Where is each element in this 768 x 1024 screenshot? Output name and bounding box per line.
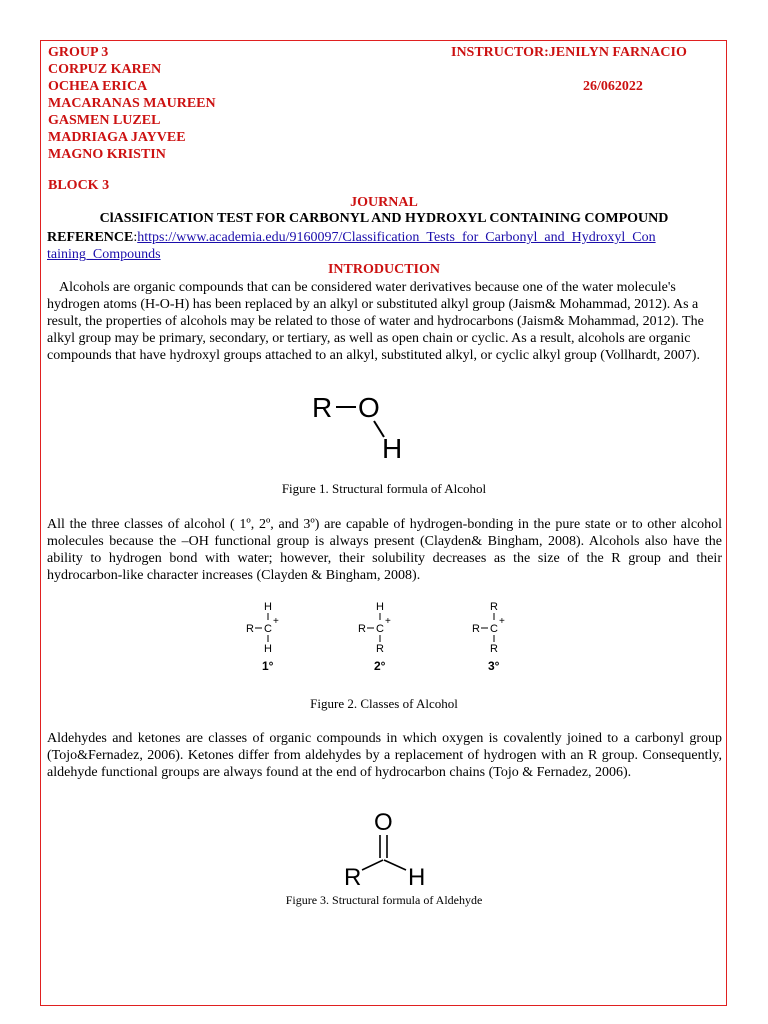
class-label: 3° [488,659,500,673]
group-label: GROUP 3 [48,45,109,60]
charge-sign: + [385,616,391,627]
reference-block [47,229,722,263]
member-name: OCHEA ERICA [48,79,148,94]
document-date: 26/062022 [583,79,643,94]
charge-sign: + [273,616,279,627]
atom-center: C [490,623,498,635]
member-name: CORPUZ KAREN [48,62,162,77]
intro-paragraph: Alcohols are organic compounds that can be considered water derivatives because one of the water molecule's hydrogen atoms (H-O-H) has been replaced by an alkyl or substituted alkyl group (Jaism& Mohammad, 2012). As a result, the properties of alcohols may be related to those of water and hydrocarbons (Jaism& Mohammad, 2012). The alkyl group may be primary, secondary, or tertiary, as well as open chain or cyclic. As a result, alcohols are organic compounds that have hydroxyl groups attached to an alkyl, substituted alkyl, or cyclic alkyl group (Vollhardt, 2007). [47,280,704,363]
atom-h: H [408,864,426,888]
reference-link[interactable]: https://www.academia.edu/9160097/Classification_Tests_for_Carbonyl_and_Hydroxyl_Con [137,230,656,245]
journal-heading: JOURNAL [350,195,418,210]
atom-bottom: R [490,643,498,655]
class-label: 2° [374,659,386,673]
member-name: MACARANAS MAUREEN [48,96,216,111]
aldehyde-paragraph: Aldehydes and ketones are classes of organic compounds in which oxygen is covalently joined to a carbonyl group (Tojo&Fernadez, 2006). Ketones differ from aldehydes by a replacement of hydrogen with an R group. Consequently, aldehyde functional groups are always found at the end of hydrocarbon chains (Tojo & Fernadez, 2006). [47,731,722,780]
atom-o: O [374,809,393,836]
alcohol-classes-figure [240,598,522,680]
figure-2-caption: Figure 2. Classes of Alcohol [310,696,458,711]
atom-center: C [264,623,272,635]
atom-left: R [472,623,480,635]
instructor-label: INSTRUCTOR:JENILYN FARNACIO [451,45,687,60]
atom-left: R [246,623,254,635]
member-name: MADRIAGA JAYVEE [48,130,186,145]
alcohol-structure-figure [300,383,420,463]
figure-1-caption: Figure 1. Structural formula of Alcohol [281,481,487,496]
atom-center: C [376,623,384,635]
atom-r: R [312,392,333,423]
reference-separator: : [133,230,138,245]
atom-top: H [376,601,384,613]
bond-line [362,860,383,870]
alcohol-classes-paragraph: All the three classes of alcohol ( 1º, 2º, and 3º) are capable of hydrogen-bonding in the pure state or to other alcohol molecules because the –OH functional group is always present (Clayden& Bingham, 2008). Alcohols also have the ability to hydrogen bond with water; however, their solubility decreases as the size of the R group and their hydrocarbon-like character increases (Clayden & Bingham, 2008). [47,517,722,583]
atom-h: H [382,433,403,463]
atom-left: R [358,623,366,635]
atom-r: R [344,864,362,888]
atom-bottom: R [376,643,384,655]
aldehyde-structure-figure [330,806,440,888]
block-label: BLOCK 3 [48,178,110,193]
reference-label: REFERENCE [47,230,134,245]
atom-top: H [264,601,272,613]
class-label: 1° [262,659,274,673]
introduction-heading: INTRODUCTION [327,262,440,277]
tertiary-alcohol-structure [472,601,505,673]
member-name: GASMEN LUZEL [48,113,161,128]
primary-alcohol-structure [246,601,279,673]
atom-o: O [358,392,380,423]
reference-link-continued[interactable]: taining_Compounds [47,247,161,262]
charge-sign: + [499,616,505,627]
figure-3-caption: Figure 3. Structural formula of Aldehyde [285,893,483,907]
secondary-alcohol-structure [358,601,391,673]
atom-bottom: H [264,643,272,655]
member-name: MAGNO KRISTIN [48,147,166,162]
bond-line [384,860,406,870]
document-title: ClASSIFICATION TEST FOR CARBONYL AND HYDROXYL CONTAINING COMPOUND [99,211,669,226]
atom-top: R [490,601,498,613]
